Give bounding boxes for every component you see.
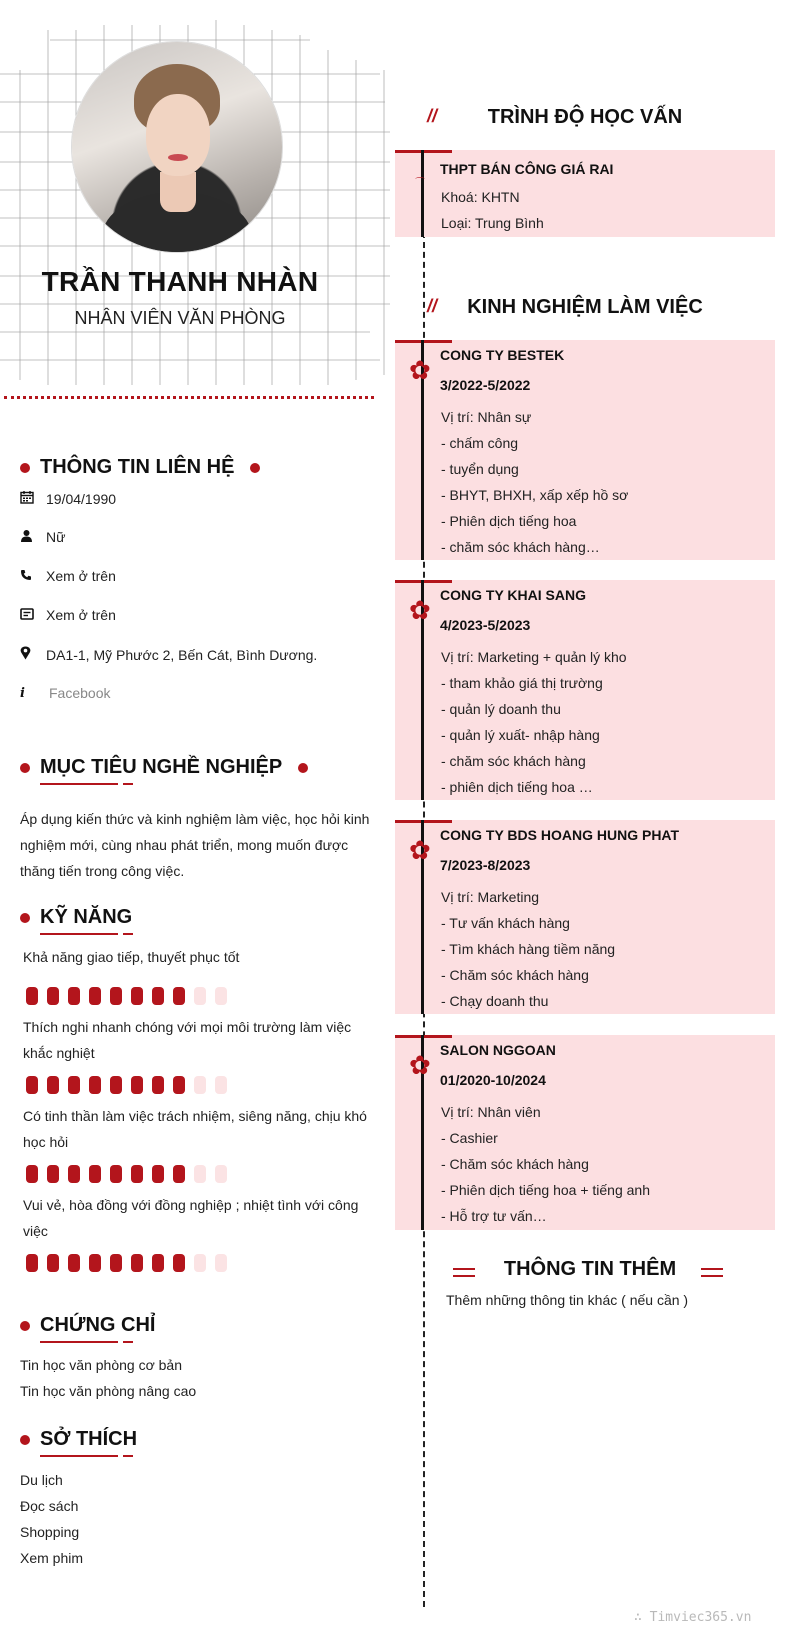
avatar bbox=[72, 42, 282, 252]
skill-segment bbox=[110, 987, 122, 1005]
skill-bar bbox=[26, 987, 227, 1005]
skill-segment bbox=[194, 1165, 206, 1183]
skill-text: Có tinh thần làm việc trách nhiệm, siêng năng, chịu khó học hỏi bbox=[23, 1108, 367, 1150]
objective-title: MỤC TIÊU NGHỀ NGHIỆP bbox=[20, 756, 308, 779]
skill-segment bbox=[26, 1165, 38, 1183]
more-text: Thêm những thông tin khác ( nếu cần ) bbox=[446, 1292, 689, 1308]
location-icon bbox=[20, 646, 46, 663]
skill-segment bbox=[68, 1165, 80, 1183]
skill-bar bbox=[26, 1165, 227, 1183]
job-company: CONG TY BESTEK bbox=[440, 347, 565, 363]
skill-segment bbox=[152, 987, 164, 1005]
job-line: - phiên dịch tiếng hoa … bbox=[441, 779, 593, 795]
job-line: - chăm sóc khách hàng bbox=[441, 753, 586, 769]
skill-segment bbox=[215, 1254, 227, 1272]
job-line: - Chăm sóc khách hàng bbox=[441, 1156, 589, 1172]
skill-segment bbox=[152, 1254, 164, 1272]
job-period: 01/2020-10/2024 bbox=[440, 1072, 546, 1088]
flower-icon: ✿ bbox=[409, 1050, 431, 1080]
objective-text: Áp dụng kiến thức và kinh nghiệm làm việc, học hỏi kinh nghiệm mới, cùng nhau phát triển, mong muốn được thăng tiến trong công việc. bbox=[20, 811, 370, 879]
education-school: THPT BÁN CÔNG GIÁ RAI bbox=[440, 161, 614, 177]
job-card bbox=[395, 1035, 775, 1230]
skill-segment bbox=[173, 1254, 185, 1272]
skill-segment bbox=[215, 1076, 227, 1094]
job-line: - Phiên dịch tiếng hoa + tiếng anh bbox=[441, 1182, 650, 1198]
info-icon: i bbox=[20, 685, 25, 701]
job-card bbox=[395, 820, 775, 1014]
skill-segment bbox=[173, 1165, 185, 1183]
job-period: 4/2023-5/2023 bbox=[440, 617, 531, 633]
skill-segment bbox=[89, 1076, 101, 1094]
skill-bar bbox=[26, 1076, 227, 1094]
skill-segment bbox=[131, 1076, 143, 1094]
contact-facebook[interactable]: i Facebook bbox=[20, 685, 111, 701]
certificate-item: Tin học văn phòng nâng cao bbox=[20, 1383, 197, 1399]
contact-phone: Xem ở trên bbox=[20, 568, 116, 584]
skill-segment bbox=[194, 987, 206, 1005]
job-line: - Phiên dịch tiếng hoa bbox=[441, 513, 577, 529]
hobby-item: Đọc sách bbox=[20, 1498, 79, 1514]
skill-text: Thích nghi nhanh chóng với mọi môi trường làm việc khắc nghiệt bbox=[23, 1019, 352, 1061]
skill-segment bbox=[152, 1165, 164, 1183]
job-line: - tuyển dụng bbox=[441, 461, 519, 477]
skill-segment bbox=[215, 987, 227, 1005]
pin-icon: ⌒ bbox=[415, 178, 425, 189]
skill-segment bbox=[131, 1254, 143, 1272]
education-line: Khoá: KHTN bbox=[441, 189, 520, 205]
contact-address: DA1-1, Mỹ Phước 2, Bến Cát, Bình Dương. bbox=[20, 646, 317, 663]
skill-segment bbox=[89, 1165, 101, 1183]
job-line: Vị trí: Nhân viên bbox=[441, 1104, 541, 1120]
skill-segment bbox=[68, 987, 80, 1005]
job-line: - quản lý doanh thu bbox=[441, 701, 561, 717]
email-icon bbox=[20, 608, 46, 623]
skill-segment bbox=[47, 987, 59, 1005]
skill-segment bbox=[110, 1254, 122, 1272]
job-line: - Chạy doanh thu bbox=[441, 993, 549, 1009]
job-period: 7/2023-8/2023 bbox=[440, 857, 531, 873]
skill-segment bbox=[131, 987, 143, 1005]
skill-text: Vui vẻ, hòa đồng với đồng nghiệp ; nhiệt tình với công việc bbox=[23, 1197, 359, 1239]
skill-segment bbox=[194, 1254, 206, 1272]
user-icon bbox=[20, 529, 46, 545]
job-company: CONG TY BDS HOANG HUNG PHAT bbox=[440, 827, 680, 843]
calendar-icon bbox=[20, 490, 46, 507]
job-line: Vị trí: Nhân sự bbox=[441, 409, 532, 425]
contact-gender: Nữ bbox=[20, 529, 65, 545]
job-line: - chấm công bbox=[441, 435, 519, 451]
dotted-divider bbox=[4, 396, 374, 399]
job-line: - chăm sóc khách hàng… bbox=[441, 539, 600, 555]
education-card bbox=[395, 150, 775, 237]
skill-segment bbox=[89, 1254, 101, 1272]
skill-segment bbox=[110, 1076, 122, 1094]
contact-birthday: 19/04/1990 bbox=[20, 490, 116, 507]
skill-segment bbox=[173, 1076, 185, 1094]
skill-segment bbox=[215, 1165, 227, 1183]
job-line: - Tìm khách hàng tiềm năng bbox=[441, 941, 616, 957]
skill-segment bbox=[26, 987, 38, 1005]
hobbies-title: SỞ THÍCH bbox=[20, 1428, 137, 1451]
certificate-item: Tin học văn phòng cơ bản bbox=[20, 1357, 182, 1373]
skill-segment bbox=[68, 1076, 80, 1094]
skill-text: Khả năng giao tiếp, thuyết phục tốt bbox=[23, 949, 240, 965]
skill-segment bbox=[194, 1076, 206, 1094]
equals-decoration bbox=[701, 1268, 723, 1277]
job-line: - Cashier bbox=[441, 1130, 498, 1146]
skill-segment bbox=[47, 1254, 59, 1272]
watermark: ∴ Timviec365.vn bbox=[634, 1610, 752, 1625]
contact-email: Xem ở trên bbox=[20, 607, 116, 623]
job-line: - BHYT, BHXH, xấp xếp hồ sơ bbox=[441, 487, 629, 503]
skills-title: KỸ NĂNG bbox=[20, 906, 132, 929]
skill-segment bbox=[26, 1076, 38, 1094]
job-line: - Tư vấn khách hàng bbox=[441, 915, 570, 931]
profile-role: NHÂN VIÊN VĂN PHÒNG bbox=[74, 308, 286, 328]
skill-segment bbox=[47, 1165, 59, 1183]
flower-icon: ✿ bbox=[409, 355, 431, 385]
job-line: - quản lý xuất- nhập hàng bbox=[441, 727, 600, 743]
hobby-item: Shopping bbox=[20, 1524, 80, 1540]
job-line: - Chăm sóc khách hàng bbox=[441, 967, 589, 983]
contact-title: THÔNG TIN LIÊN HỆ bbox=[20, 456, 260, 479]
skill-segment bbox=[131, 1165, 143, 1183]
flower-icon: ✿ bbox=[409, 595, 431, 625]
flower-icon: ✿ bbox=[409, 835, 431, 865]
job-line: Vị trí: Marketing bbox=[441, 889, 540, 905]
skill-segment bbox=[26, 1254, 38, 1272]
profile-name: TRẦN THANH NHÀN bbox=[41, 266, 319, 297]
phone-icon bbox=[20, 569, 46, 584]
skill-segment bbox=[173, 987, 185, 1005]
skill-segment bbox=[68, 1254, 80, 1272]
skill-segment bbox=[47, 1076, 59, 1094]
job-company: SALON NGGOAN bbox=[440, 1042, 556, 1058]
more-title: THÔNG TIN THÊM bbox=[503, 1258, 677, 1280]
education-line: Loại: Trung Bình bbox=[441, 215, 544, 231]
skill-segment bbox=[152, 1076, 164, 1094]
job-period: 3/2022-5/2022 bbox=[440, 377, 531, 393]
job-card bbox=[395, 340, 775, 560]
job-line: - Hỗ trợ tư vấn… bbox=[441, 1208, 547, 1224]
hobby-item: Du lịch bbox=[20, 1472, 63, 1488]
hobby-item: Xem phim bbox=[20, 1550, 84, 1566]
job-card bbox=[395, 580, 775, 800]
skill-bar bbox=[26, 1254, 227, 1272]
job-line: - tham khảo giá thị trường bbox=[441, 675, 603, 691]
job-company: CONG TY KHAI SANG bbox=[440, 587, 586, 603]
certificates-title: CHỨNG CHỈ bbox=[20, 1314, 155, 1337]
skill-segment bbox=[110, 1165, 122, 1183]
skill-segment bbox=[89, 987, 101, 1005]
job-line: Vị trí: Marketing + quản lý kho bbox=[441, 649, 627, 665]
